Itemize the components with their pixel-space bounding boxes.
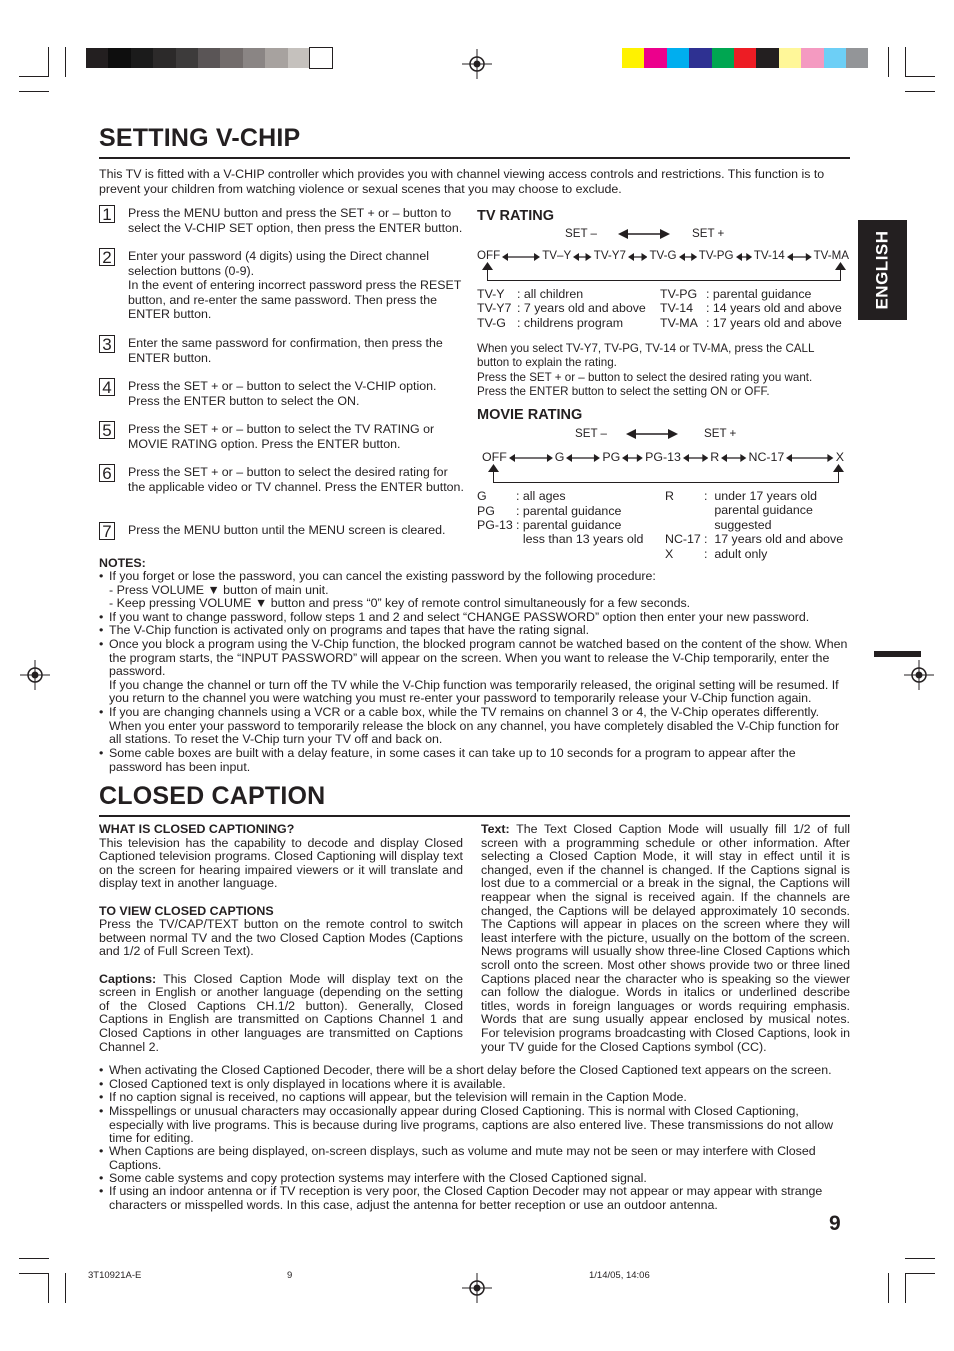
step-text: Press the MENU button until the MENU screen is cleared. xyxy=(128,523,446,537)
movie-rating-item: OFF xyxy=(482,450,507,464)
legend-desc: : all ages xyxy=(516,489,566,503)
set-minus-label: SET – xyxy=(565,227,598,240)
legend-desc: : under 17 years old parental guidance suggested xyxy=(704,489,817,532)
legend-desc: : 7 years old and above xyxy=(517,301,646,315)
step-number: 7 xyxy=(99,522,115,540)
color-swatch xyxy=(644,48,666,68)
movie-rating-item: PG-13 xyxy=(645,450,681,464)
set-minus-label: SET – xyxy=(575,427,608,440)
cc-left-column xyxy=(99,823,463,1054)
double-arrow-icon xyxy=(787,252,812,262)
double-arrow-icon xyxy=(622,453,643,463)
double-arrow-icon xyxy=(502,252,540,262)
legend-code: TV-PG xyxy=(660,287,698,301)
double-arrow-icon xyxy=(736,252,752,262)
step-number: 6 xyxy=(99,464,115,482)
legend-desc: : 17 years old and above xyxy=(704,532,844,546)
tv-rating-item: OFF xyxy=(477,249,501,262)
arrow-up-icon xyxy=(482,262,493,270)
text-paragraph: Text: The Text Closed Caption Mode will usually fill 1/2 of full screen with a programming schedule or other information. After selecting a Closed Caption Mode, it will stay in effect until it is changed, even if the channel is changed. If the Captions signal is lost due to a commercial or a break in the signal, the Captions will reappear when the signal is received again. If the channels are changed, the Captions will be delayed approximately 10 seconds. The Captions will appear in places on the screen where they will least interfere with the picture, usually on the bottom of the screen. News programs will usually show three-line Closed Captions which scroll onto the screen. Most other shows provide two or three lined Captions placed near the character who is speaking so the viewer can follow the dialogue. Words in italics or underlined describe titles, words in foreign languages or words requiring emphasis. Words that are sung usually appear enclosed by musical notes. For television programs broadcasting with Closed Captions, look in your TV guide for the Closed Captions symbol (CC). xyxy=(481,822,850,1054)
list-item: • Misspellings or unusual characters may occasionally appear during Closed Captioning. This is normal with Closed Captioning, especially with live programs. This is because during live programs, captions are also entered live. These transmissions do not allow time for editing. xyxy=(99,1104,834,1146)
legend-code: R xyxy=(665,489,674,503)
captions-label: Captions: xyxy=(99,971,157,986)
legend-code: NC-17 xyxy=(665,532,701,546)
double-arrow-icon xyxy=(618,227,670,241)
step-number: 5 xyxy=(99,421,115,439)
vchip-title-rule xyxy=(99,157,850,159)
bullet: • xyxy=(99,1144,104,1158)
movie-rating-item: X xyxy=(835,450,844,464)
vchip-intro: This TV is fitted with a V-CHIP controller which provides you with channel viewing access controls and restrictions. This function is to prevent your children from watching violence or sexual scenes that you may choose to exclude. xyxy=(99,167,825,196)
step-text: Press the SET + or – button to select the TV RATING or MOVIE RATING option. Press the ENTER button. xyxy=(128,422,435,451)
color-swatch xyxy=(779,48,801,68)
tv-rating-item: TV-PG xyxy=(698,249,734,262)
legend-code: TV-Y xyxy=(477,287,505,301)
list-item: • If no caption signal is received, no captions will appear, but the television will remain in the Caption Mode. xyxy=(99,1090,687,1104)
color-swatch xyxy=(824,48,846,68)
legend-desc: : childrens program xyxy=(517,316,624,330)
legend-code: TV-MA xyxy=(660,316,698,330)
view-heading: TO VIEW CLOSED CAPTIONS xyxy=(99,903,274,918)
double-arrow-icon xyxy=(628,252,648,262)
double-arrow-icon xyxy=(573,252,592,262)
color-swatch xyxy=(801,48,823,68)
list-item: • If you forget or lose the password, you can cancel the existing password by the following procedure: - Press VOLUME ▼ button of main unit. - Keep pressing VOLUME ▼ button and press “0” key of remote control simultaneously for a few seconds. xyxy=(99,569,691,611)
legend-desc: : 17 years old and above xyxy=(706,316,842,330)
step-text: Press the MENU button and press the SET + or – button to select the V-CHIP SET option, then press the ENTER button. xyxy=(128,206,463,235)
movie-rating-item: G xyxy=(554,450,565,464)
set-plus-label: SET + xyxy=(704,427,737,440)
footer-page: 9 xyxy=(287,1270,293,1281)
legend-code: TV-14 xyxy=(660,301,694,315)
tv-rating-sequence xyxy=(477,249,849,265)
registration-mark-bottom-icon xyxy=(462,1273,492,1303)
gray-swatch xyxy=(288,48,310,68)
bullet: • xyxy=(99,637,104,651)
view-text: Press the TV/CAP/TEXT button on the remote control to switch between normal TV and the two Closed Caption Modes (Captions and 1/2 of Full Screen Text). xyxy=(99,917,463,959)
legend-desc: : 14 years old and above xyxy=(706,301,842,315)
color-swatch xyxy=(689,48,711,68)
tv-rating-item: TV-14 xyxy=(753,249,785,262)
step-text: Press the SET + or – button to select the desired rating for the applicable video or TV channel. Press the ENTER button. xyxy=(128,465,464,494)
gray-swatch xyxy=(243,48,265,68)
step-text: Enter your password (4 digits) using the Direct channel selection buttons (0-9). In the event of entering incorrect password press the RESET button, and re-enter the same password. Then press the ENTER button. xyxy=(128,249,462,322)
step-number: 1 xyxy=(99,205,115,223)
list-item: • Some cable boxes are built with a delay feature, in some cases it can take up to 10 seconds for a program to appear after the password has been input. xyxy=(99,746,796,774)
list-item: • Once you block a program using the V-Chip function, the blocked program cannot be watched based on the content of the show. When the program starts, the “INPUT PASSWORD” will appear on the screen. When you want to release the V-Chip temporarily, enter the password. If you change the channel or turn off the TV while the V-Chip function was temporarily released, the original setting will be resumed. If you return to the channel you were watching you must re-enter your password to temporarily release your V-Chip function again. xyxy=(99,637,848,706)
list-item: • When activating the Closed Captioned Decoder, there will be a short delay before the Closed Captioned text appears on the screen. xyxy=(99,1063,832,1077)
what-heading: WHAT IS CLOSED CAPTIONING? xyxy=(99,822,295,836)
registration-mark-left-icon xyxy=(20,660,50,690)
movie-rating-item: NC-17 xyxy=(748,450,785,464)
list-item: • Some cable systems and copy protection systems may interfere with the Closed Captioned signal. xyxy=(99,1171,647,1185)
legend-desc: : parental guidance xyxy=(516,504,622,518)
gray-swatch xyxy=(86,48,108,68)
set-plus-label: SET + xyxy=(692,227,725,240)
gray-swatch xyxy=(265,48,287,68)
tv-rating-item: TV-MA xyxy=(813,249,849,262)
registration-mark-right-icon xyxy=(904,660,934,690)
step-number: 2 xyxy=(99,248,115,266)
gray-swatch xyxy=(176,48,198,68)
color-swatch xyxy=(756,48,778,68)
list-item: • The V-Chip function is activated only on programs and tapes that have the rating signal. xyxy=(99,623,590,637)
movie-rating-heading: MOVIE RATING xyxy=(477,407,583,423)
legend-desc: : parental guidance less than 13 years old xyxy=(516,518,644,547)
language-side-tab xyxy=(858,220,907,320)
captions-paragraph: Captions: This Closed Caption Mode will display text on the screen in English or another language (depending on the setting of the Closed Captions CH.1/2 button). Generally, Closed Captions in English are transmitted on Captions Channel 1 and Closed Captions in other languages are transmitted on Captions Channel 2. xyxy=(99,971,463,1054)
footer-date: 1/14/05, 14:06 xyxy=(589,1270,650,1281)
legend-desc: : adult only xyxy=(704,547,768,561)
double-arrow-icon xyxy=(509,453,553,463)
color-swatch xyxy=(734,48,756,68)
text-label: Text: xyxy=(481,822,510,836)
color-swatch xyxy=(622,48,644,68)
registration-mark-top-icon xyxy=(462,49,492,79)
footer-code: 3T10921A-E xyxy=(88,1270,142,1281)
list-item: • If you want to change password, follow steps 1 and 2 and select “CHANGE PASSWORD” option then enter your new password. xyxy=(99,610,810,624)
bullet: • xyxy=(99,1063,104,1077)
step-number: 3 xyxy=(99,335,115,353)
gray-swatch xyxy=(131,48,153,68)
double-arrow-icon xyxy=(683,453,708,463)
list-item: • Closed Captioned text is only displayed in locations where it is available. xyxy=(99,1077,506,1091)
bullet: • xyxy=(99,705,104,719)
legend-code: PG xyxy=(477,504,495,518)
legend-code: TV-Y7 xyxy=(477,301,512,315)
tv-rating-item: TV-G xyxy=(649,249,677,262)
double-arrow-icon xyxy=(626,427,678,441)
gray-swatch xyxy=(153,48,175,68)
list-item: • If using an indoor antenna or if TV reception is very poor, the Closed Caption Decoder may not appear or may appear with strange characters or misspelled words. In this case, adjust the antenna for better reception or use an outdoor antenna. xyxy=(99,1184,823,1212)
notes-heading: NOTES: xyxy=(99,556,146,570)
tv-rating-item: TV–Y xyxy=(542,249,572,262)
legend-code: G xyxy=(477,489,487,503)
bullet: • xyxy=(99,623,104,637)
legend-desc: : all children xyxy=(517,287,584,301)
bullet: • xyxy=(99,1090,104,1104)
color-swatch xyxy=(846,48,868,68)
cc-title-rule xyxy=(99,815,850,817)
side-tab-label: ENGLISH xyxy=(872,230,892,310)
legend-code: TV-G xyxy=(477,316,506,330)
bullet: • xyxy=(99,1077,104,1091)
movie-rating-sequence xyxy=(482,450,844,466)
gray-swatch xyxy=(220,48,242,68)
bullet: • xyxy=(99,569,104,583)
bullet: • xyxy=(99,1184,104,1198)
bullet: • xyxy=(99,1104,104,1118)
cc-title: CLOSED CAPTION xyxy=(99,782,326,810)
double-arrow-icon xyxy=(721,453,746,463)
color-swatch xyxy=(667,48,689,68)
tv-rating-heading: TV RATING xyxy=(477,208,555,224)
movie-rating-item: R xyxy=(710,450,720,464)
gray-swatch xyxy=(198,48,220,68)
tv-rating-item: TV-Y7 xyxy=(593,249,626,262)
arrow-up-icon xyxy=(833,464,844,472)
side-tab-marker xyxy=(874,651,921,657)
double-arrow-icon xyxy=(679,252,697,262)
page-number: 9 xyxy=(829,1212,841,1235)
gray-swatch xyxy=(310,48,332,68)
list-item: • When Captions are being displayed, on-screen displays, such as volume and mute may not be seen or may interfere with Closed Captions. xyxy=(99,1144,816,1172)
vchip-title: SETTING V-CHIP xyxy=(99,124,301,152)
color-swatch xyxy=(712,48,734,68)
tv-rating-note: When you select TV-Y7, TV-PG, TV-14 or TV-MA, press the CALL button to explain the rating. Press the SET + or – button to select the desired rating you want. Press the ENTER button to select the setting ON or OFF. xyxy=(477,342,815,398)
bullet: • xyxy=(99,1171,104,1185)
arrow-up-icon xyxy=(835,262,846,270)
movie-rating-item: PG xyxy=(602,450,621,464)
bullet: • xyxy=(99,746,104,760)
what-text: This television has the capability to decode and display Closed Captioned television programs. Closed Captioning will display text on the screen for hearing impaired viewers or it will translate and display text in another language. xyxy=(99,835,463,891)
double-arrow-icon xyxy=(566,453,600,463)
step-text: Enter the same password for confirmation, then press the ENTER button. xyxy=(128,336,443,365)
bullet: • xyxy=(99,610,104,624)
legend-desc: : parental guidance xyxy=(706,287,812,301)
legend-code: PG-13 xyxy=(477,518,513,532)
step-text: Press the SET + or – button to select the V-CHIP option. Press the ENTER button to select the ON. xyxy=(128,379,437,408)
gray-swatch xyxy=(108,48,130,68)
legend-code: X xyxy=(665,547,674,561)
double-arrow-icon xyxy=(786,453,833,463)
arrow-up-icon xyxy=(488,464,499,472)
cc-right-column xyxy=(481,823,850,1054)
list-item: • If you are changing channels using a VCR or a cable box, while the TV remains on channel 3 or 4, the V-Chip operates differently. When you enter your password to temporarily release the block on any channel, you have completely disabled the V-Chip function for all stations. To reset the V-Chip turn your TV off and back on. xyxy=(99,705,840,747)
step-number: 4 xyxy=(99,378,115,396)
